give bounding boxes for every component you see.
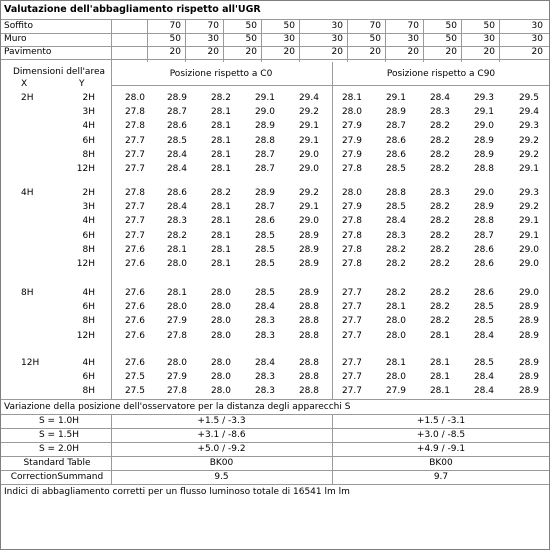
c0-value: 27.8 [124,188,145,198]
reflectance-value: 50 [245,34,257,44]
c90-value: 28.9 [518,330,539,341]
c90-value: 28.4 [429,93,450,103]
c90-value: 28.6 [473,259,494,269]
c0-value: 29.0 [298,216,319,227]
table-title: Valutazione dell'abbagliamento rispetto all'UGR [4,4,261,15]
row-y-label: 6H [82,302,95,313]
c90-value: 29.0 [518,288,539,298]
c0-value: 28.8 [298,372,319,383]
c90-value: 29.0 [473,121,494,132]
c0-value: 28.3 [254,316,275,327]
row-y-label: 4H [82,288,95,298]
c90-value: 28.2 [429,244,450,255]
c90-value: 29.1 [518,164,539,174]
c90-value: 28.2 [429,135,450,146]
c0-value: 28.9 [298,259,319,269]
c0-value: 28.7 [254,202,275,213]
grid-line [347,19,348,62]
reflectance-value: 30 [331,21,343,31]
c90-value: 28.8 [473,216,494,227]
c0-value: 28.4 [254,302,275,313]
reflectance-label: Pavimento [4,47,52,57]
reflectance-value: 50 [283,21,295,31]
c0-value: 27.7 [124,164,145,174]
c90-value: 28.1 [341,93,362,103]
c90-value: 28.1 [429,386,450,397]
c0-value: 27.6 [124,259,145,269]
c0-value: 28.4 [166,202,187,213]
variation-c0-value: +5.0 / -9.2 [197,444,246,454]
c90-value: 29.1 [518,216,539,227]
c90-value: 28.1 [429,330,450,341]
area-y-label: Y [79,79,85,89]
reflectance-value: 20 [531,47,543,57]
row-y-label: 4H [82,121,95,132]
c0-value: 28.8 [254,135,275,146]
reflectance-value: 30 [531,34,543,44]
variation-c90-value: +3.0 / -8.5 [416,430,466,440]
reflectance-value: 30 [331,34,343,44]
c0-value: 29.2 [298,107,319,118]
c90-value: 28.9 [473,149,494,160]
reflectance-value: 70 [369,21,381,31]
c90-value: 28.9 [518,386,539,397]
c90-value: 28.9 [385,107,406,118]
c0-value: 28.0 [210,372,231,383]
c90-value: 28.4 [473,386,494,397]
c0-value: 28.5 [254,230,275,241]
c90-value: 28.6 [385,135,406,146]
row-y-label: 3H [82,107,95,118]
variation-s-label: S = 2.0H [38,444,80,454]
c0-value: 29.4 [298,93,319,103]
area-x-label: X [21,79,28,89]
c0-value: 28.0 [210,358,231,368]
c90-value: 28.0 [341,107,362,118]
c0-value: 28.9 [254,188,275,198]
reflectance-value: 20 [283,47,295,57]
c90-value: 28.1 [385,302,406,313]
c90-value: 27.7 [341,316,362,327]
grid-line [1,456,549,457]
c90-value: 29.1 [473,107,494,118]
c0-value: 28.1 [210,202,231,213]
c90-value: 28.3 [429,188,450,198]
grid-line [147,19,148,62]
c0-value: 28.9 [298,230,319,241]
grid-line [223,19,224,62]
grid-line [332,414,333,484]
c0-value: 27.5 [124,372,145,383]
c90-value: 28.2 [429,202,450,213]
variation-s-label: S = 1.0H [38,416,80,426]
c90-value: 28.9 [518,372,539,383]
c0-value: 27.7 [124,149,145,160]
c0-value: 29.0 [254,107,275,118]
c90-value: 28.4 [473,372,494,383]
c0-value: 28.5 [166,135,187,146]
c90-value: 27.9 [341,135,362,146]
reflectance-value: 20 [407,47,419,57]
grid-line [1,59,549,60]
reflectance-value: 30 [531,21,543,31]
variation-c90-value: +4.9 / -9.1 [416,444,466,454]
c90-value: 27.7 [341,330,362,341]
c90-value: 27.9 [341,202,362,213]
grid-line [1,19,549,20]
c0-value: 28.1 [210,135,231,146]
c0-value: 28.4 [166,149,187,160]
c90-value: 28.6 [385,149,406,160]
c90-value: 29.2 [518,135,539,146]
c90-value: 27.7 [341,288,362,298]
c0-value: 28.3 [254,386,275,397]
variation-c0-value: +1.5 / -3.3 [197,416,246,426]
area-dimension-label: Dimensioni dell'area [13,67,105,77]
c0-value: 29.1 [298,121,319,132]
c0-value: 27.7 [124,135,145,146]
grid-line [332,62,333,399]
c0-value: 28.0 [210,386,231,397]
position-c90-header: Posizione rispetto a C90 [386,69,496,79]
c0-value: 28.8 [298,316,319,327]
c90-value: 27.8 [341,259,362,269]
c0-value: 28.5 [254,288,275,298]
c90-value: 28.0 [385,372,406,383]
c90-value: 27.7 [341,386,362,397]
c0-value: 27.8 [166,330,187,341]
reflectance-value: 30 [483,34,495,44]
group-x-label: 2H [21,93,34,103]
c0-value: 28.6 [254,216,275,227]
row-y-label: 6H [82,135,95,146]
reflectance-label: Soffito [4,21,33,31]
c0-value: 28.7 [254,164,275,174]
c0-value: 27.6 [124,316,145,327]
c90-value: 28.9 [473,135,494,146]
reflectance-value: 20 [483,47,495,57]
c0-value: 28.1 [166,244,187,255]
c90-value: 29.1 [385,93,406,103]
c90-value: 27.8 [341,216,362,227]
c0-value: 28.6 [166,188,187,198]
c0-value: 28.4 [166,164,187,174]
c90-value: 28.2 [429,164,450,174]
c90-value: 28.2 [429,149,450,160]
row-y-label: 6H [82,230,95,241]
c0-value: 28.2 [166,230,187,241]
row-y-label: 8H [82,316,95,327]
c0-value: 29.1 [254,93,275,103]
c0-value: 28.0 [166,358,187,368]
variation-s-label: S = 1.5H [38,430,80,440]
c90-value: 29.5 [518,93,539,103]
c0-value: 28.3 [254,330,275,341]
c0-value: 28.7 [166,107,187,118]
reflectance-value: 30 [283,34,295,44]
c90-value: 28.0 [385,330,406,341]
grid-line [111,62,112,399]
c0-value: 29.2 [298,188,319,198]
c0-value: 28.6 [166,121,187,132]
c90-value: 28.9 [473,202,494,213]
c90-value: 27.8 [341,244,362,255]
c0-value: 28.4 [254,358,275,368]
grid-line [385,19,386,62]
c90-value: 28.6 [473,244,494,255]
c90-value: 28.2 [385,259,406,269]
c0-value: 29.0 [298,164,319,174]
grid-line [461,19,462,62]
reflectance-value: 70 [407,21,419,31]
reflectance-value: 30 [207,34,219,44]
variation-c0-value: +3.1 / -8.6 [197,430,246,440]
c0-value: 28.5 [254,259,275,269]
c90-value: 27.9 [341,149,362,160]
grid-line [1,484,549,485]
c90-value: 28.1 [429,372,450,383]
reflectance-value: 50 [245,21,257,31]
c90-value: 27.7 [341,302,362,313]
correction-summand-label: CorrectionSummand [10,472,104,482]
c90-value: 27.9 [341,121,362,132]
c90-value: 28.1 [385,358,406,368]
c0-value: 28.9 [166,93,187,103]
row-y-label: 2H [82,93,95,103]
c0-value: 28.1 [210,164,231,174]
reflectance-value: 20 [331,47,343,57]
c90-value: 28.2 [429,302,450,313]
c0-value: 28.1 [166,288,187,298]
variation-label: Variazione della posizione dell'osservatore per la distanza degli apparecchi S [4,402,351,412]
grid-line [185,19,186,62]
row-y-label: 2H [82,188,95,198]
c90-value: 28.2 [429,259,450,269]
grid-line [111,19,112,62]
row-y-label: 8H [82,386,95,397]
reflectance-value: 20 [369,47,381,57]
c0-value: 28.7 [254,149,275,160]
grid-line [1,442,549,443]
c0-value: 27.8 [124,107,145,118]
grid-line [1,399,549,400]
c90-value: 28.5 [473,316,494,327]
c90-value: 27.7 [341,358,362,368]
c0-value: 29.1 [298,135,319,146]
c0-value: 28.1 [210,230,231,241]
c0-value: 28.8 [298,330,319,341]
row-y-label: 8H [82,149,95,160]
c90-value: 28.5 [473,302,494,313]
c90-value: 29.2 [518,149,539,160]
c90-value: 28.5 [385,202,406,213]
c0-value: 28.0 [210,302,231,313]
row-y-label: 4H [82,358,95,368]
c90-value: 28.4 [385,216,406,227]
c0-value: 27.7 [124,202,145,213]
grid-line [1,470,549,471]
c0-value: 28.2 [210,93,231,103]
c0-value: 28.9 [298,244,319,255]
grid-line [111,85,549,86]
c90-value: 29.3 [518,188,539,198]
c0-value: 27.7 [124,230,145,241]
correction-summand-c0: 9.5 [214,472,229,482]
reflectance-value: 20 [245,47,257,57]
grid-line [299,19,300,62]
row-y-label: 12H [76,330,95,341]
c0-value: 27.8 [166,386,187,397]
c0-value: 28.1 [210,149,231,160]
c90-value: 28.6 [473,288,494,298]
c90-value: 29.3 [473,93,494,103]
grid-line [1,414,549,415]
c90-value: 28.2 [429,316,450,327]
reflectance-value: 70 [169,21,181,31]
reflectance-value: 20 [207,47,219,57]
c0-value: 29.0 [298,149,319,160]
standard-table-c90: BK00 [429,458,453,468]
c0-value: 27.9 [166,316,187,327]
c90-value: 29.2 [518,202,539,213]
c0-value: 28.0 [166,259,187,269]
reflectance-label: Muro [4,34,27,44]
c90-value: 28.5 [473,358,494,368]
c90-value: 28.2 [429,121,450,132]
c0-value: 27.6 [124,302,145,313]
c90-value: 28.2 [385,288,406,298]
footer-note: Indici di abbagliamento corretti per un flusso luminoso totale di 16541 lm lm [4,487,350,497]
reflectance-value: 70 [207,21,219,31]
reflectance-value: 50 [369,34,381,44]
c90-value: 28.8 [385,188,406,198]
c0-value: 28.1 [210,244,231,255]
row-y-label: 6H [82,372,95,383]
c0-value: 28.1 [210,259,231,269]
c90-value: 27.9 [385,386,406,397]
c0-value: 29.1 [298,202,319,213]
c0-value: 28.8 [298,386,319,397]
c90-value: 28.8 [473,164,494,174]
c0-value: 28.3 [254,372,275,383]
c0-value: 27.6 [124,244,145,255]
c90-value: 28.3 [385,230,406,241]
reflectance-value: 20 [445,47,457,57]
c90-value: 28.9 [518,316,539,327]
row-y-label: 4H [82,216,95,227]
c90-value: 29.0 [473,188,494,198]
c0-value: 28.1 [210,107,231,118]
c90-value: 29.0 [518,244,539,255]
c0-value: 28.9 [254,121,275,132]
row-y-label: 3H [82,202,95,213]
c90-value: 27.8 [341,230,362,241]
reflectance-value: 20 [169,47,181,57]
c0-value: 27.6 [124,288,145,298]
c90-value: 28.5 [385,164,406,174]
c90-value: 28.7 [473,230,494,241]
reflectance-value: 30 [407,34,419,44]
grid-line [423,19,424,62]
c0-value: 27.6 [124,358,145,368]
reflectance-value: 50 [445,34,457,44]
c0-value: 28.1 [210,216,231,227]
c90-value: 29.4 [518,107,539,118]
c90-value: 27.7 [341,372,362,383]
c90-value: 28.2 [429,216,450,227]
group-x-label: 4H [21,188,34,198]
row-y-label: 12H [76,164,95,174]
group-x-label: 12H [21,358,40,368]
grid-line [111,414,112,484]
c0-value: 28.8 [298,358,319,368]
reflectance-value: 50 [445,21,457,31]
row-y-label: 12H [76,259,95,269]
row-y-label: 8H [82,244,95,255]
c90-value: 29.1 [518,230,539,241]
position-c0-header: Posizione rispetto a C0 [169,69,273,79]
c0-value: 27.9 [166,372,187,383]
reflectance-value: 50 [169,34,181,44]
standard-table-c0: BK00 [209,458,234,468]
variation-c90-value: +1.5 / -3.1 [416,416,466,426]
grid-line [1,428,549,429]
c90-value: 28.3 [429,107,450,118]
c0-value: 27.8 [124,121,145,132]
grid-line [261,19,262,62]
c0-value: 28.0 [210,316,231,327]
standard-table-label: Standard Table [23,458,91,468]
c0-value: 28.9 [298,288,319,298]
c90-value: 28.2 [429,230,450,241]
c0-value: 28.0 [210,330,231,341]
c0-value: 28.0 [124,93,145,103]
c90-value: 28.0 [385,316,406,327]
c0-value: 27.5 [124,386,145,397]
c0-value: 28.0 [166,302,187,313]
c0-value: 27.7 [124,216,145,227]
c0-value: 28.1 [210,121,231,132]
grid-line [499,19,500,62]
c90-value: 29.3 [518,121,539,132]
correction-summand-c90: 9.7 [433,472,449,482]
group-x-label: 8H [21,288,34,298]
c0-value: 28.2 [210,188,231,198]
c0-value: 28.5 [254,244,275,255]
c90-value: 28.9 [518,358,539,368]
c90-value: 28.2 [429,288,450,298]
c0-value: 27.6 [124,330,145,341]
c90-value: 27.8 [341,164,362,174]
c90-value: 28.4 [473,330,494,341]
c90-value: 28.0 [341,188,362,198]
reflectance-value: 50 [483,21,495,31]
c90-value: 28.2 [385,244,406,255]
c90-value: 29.0 [518,259,539,269]
c0-value: 28.0 [210,288,231,298]
c0-value: 28.3 [166,216,187,227]
c90-value: 28.1 [429,358,450,368]
c0-value: 28.8 [298,302,319,313]
c90-value: 28.9 [518,302,539,313]
c90-value: 28.7 [385,121,406,132]
